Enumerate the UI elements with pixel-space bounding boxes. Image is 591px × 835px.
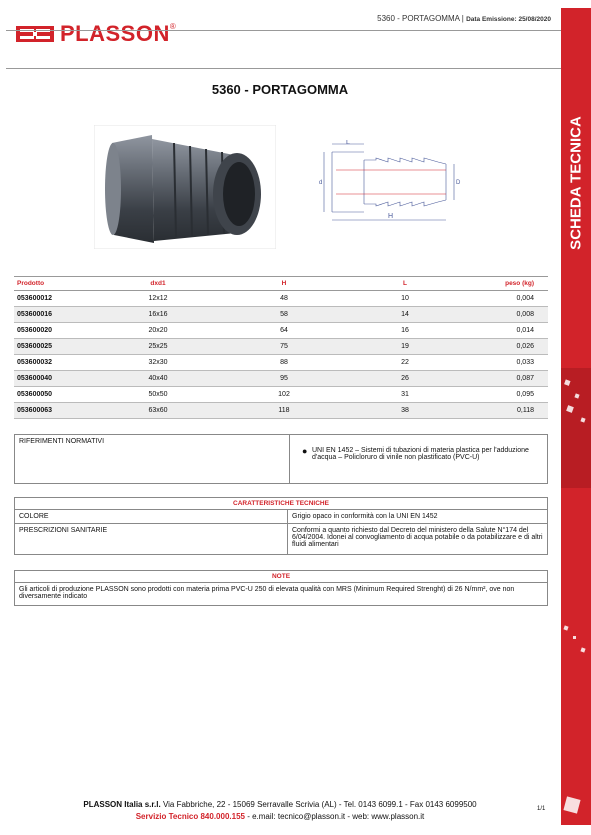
plasson-logo-icon <box>16 24 54 44</box>
cell-h: 95 <box>226 371 342 387</box>
table-row <box>14 403 548 419</box>
cell-dxd1: 16x16 <box>90 307 226 323</box>
normative-section <box>14 434 548 484</box>
normative-content <box>290 435 547 483</box>
bullet-icon: ● <box>302 446 308 456</box>
col-header-h: H <box>226 277 342 291</box>
spec-table <box>14 276 548 419</box>
cell-prodotto: 053600040 <box>14 371 90 387</box>
cell-peso: 0,118 <box>468 403 548 419</box>
cell-dxd1: 25x25 <box>90 339 226 355</box>
cell-prodotto: 053600020 <box>14 323 90 339</box>
header-bottom-rule <box>6 68 561 69</box>
technical-drawing <box>316 140 466 226</box>
footer-company: PLASSON Italia s.r.l. <box>83 800 161 809</box>
table-row <box>14 291 548 307</box>
logo-registered-mark: ® <box>169 22 176 31</box>
footer-line-1 <box>0 799 560 811</box>
header-doc-code: 5360 - PORTAGOMMA <box>377 14 460 23</box>
table-row <box>14 307 548 323</box>
prescrizioni-label: PRESCRIZIONI SANITARIE <box>15 524 288 554</box>
cell-peso: 0,014 <box>468 323 548 339</box>
cell-l: 16 <box>342 323 468 339</box>
cell-peso: 0,095 <box>468 387 548 403</box>
cell-l: 31 <box>342 387 468 403</box>
page-number: 1/1 <box>537 806 546 812</box>
drawing-label-H: H <box>388 213 394 220</box>
caratteristiche-heading: CARATTERISTICHE TECNICHE <box>15 498 547 510</box>
header-doc-info <box>377 14 551 23</box>
cell-h: 88 <box>226 355 342 371</box>
col-header-peso: peso (kg) <box>468 277 548 291</box>
cell-l: 19 <box>342 339 468 355</box>
cell-prodotto: 053600032 <box>14 355 90 371</box>
cell-h: 48 <box>226 291 342 307</box>
col-header-dxd1: dxd1 <box>90 277 226 291</box>
table-row <box>14 355 548 371</box>
table-row <box>14 323 548 339</box>
cell-prodotto: 053600012 <box>14 291 90 307</box>
cell-prodotto: 053600025 <box>14 339 90 355</box>
cell-l: 14 <box>342 307 468 323</box>
note-text: Gli articoli di produzione PLASSON sono prodotti con materia prima PVC-U 250 di elevata qualità con MRS (Minimum Required Strenght) di 26 N/mm², ove non diversamente indicato <box>19 586 515 600</box>
cell-dxd1: 63x60 <box>90 403 226 419</box>
plasson-logo <box>16 22 206 46</box>
cell-h: 102 <box>226 387 342 403</box>
footer-contact: - e.mail: tecnico@plasson.it - web: www.plasson.it <box>244 812 425 821</box>
cell-h: 118 <box>226 403 342 419</box>
cell-prodotto: 053600016 <box>14 307 90 323</box>
cell-peso: 0,026 <box>468 339 548 355</box>
header-separator: | <box>461 14 464 23</box>
table-row <box>14 387 548 403</box>
cell-dxd1: 32x30 <box>90 355 226 371</box>
colore-value: Grigio opaco in conformità con la UNI EN 1452 <box>292 513 438 520</box>
cell-peso: 0,033 <box>468 355 548 371</box>
normative-label: RIFERIMENTI NORMATIVI <box>15 435 290 483</box>
normative-bullet-text: UNI EN 1452 – Sistemi di tubazioni di materia plastica per l'adduzione d'acqua – Policloruro di vinile non plastificato (PVC-U) <box>312 447 529 461</box>
cell-dxd1: 50x50 <box>90 387 226 403</box>
footer-line-2 <box>0 811 560 823</box>
cell-h: 75 <box>226 339 342 355</box>
cell-dxd1: 40x40 <box>90 371 226 387</box>
spec-table-body <box>14 291 548 419</box>
side-banner-label: SCHEDA TECNICA <box>567 116 585 250</box>
footer-service: Servizio Tecnico 840.000.155 <box>135 812 245 821</box>
cell-dxd1: 20x20 <box>90 323 226 339</box>
caratteristiche-row-colore <box>15 510 547 524</box>
header-emission-date: Data Emissione: 25/08/2020 <box>466 16 551 23</box>
cell-h: 64 <box>226 323 342 339</box>
header-rule <box>6 30 561 31</box>
footer-address: Via Fabbriche, 22 - 15069 Serravalle Scrivia (AL) - Tel. 0143 6099.1 - Fax 0143 6099500 <box>160 800 477 809</box>
table-row <box>14 371 548 387</box>
page-title: 5360 - PORTAGOMMA <box>211 82 349 97</box>
caratteristiche-row-prescrizioni <box>15 524 547 554</box>
cell-l: 10 <box>342 291 468 307</box>
table-row <box>14 339 548 355</box>
note-heading: NOTE <box>15 571 547 583</box>
cell-peso: 0,008 <box>468 307 548 323</box>
cell-prodotto: 053600063 <box>14 403 90 419</box>
logo-text: PLASSON <box>60 21 170 46</box>
col-header-prodotto: Prodotto <box>14 277 90 291</box>
cell-dxd1: 12x12 <box>90 291 226 307</box>
note-section <box>14 570 548 606</box>
drawing-label-D: D <box>456 180 461 186</box>
cell-prodotto: 053600050 <box>14 387 90 403</box>
caratteristiche-section <box>14 497 548 555</box>
cell-h: 58 <box>226 307 342 323</box>
cell-l: 26 <box>342 371 468 387</box>
cell-peso: 0,004 <box>468 291 548 307</box>
drawing-label-d: d <box>319 180 323 186</box>
drawing-label-L: L <box>346 140 350 146</box>
prescrizioni-value: Conformi a quanto richiesto dal Decreto del ministero della Salute N°174 del 6/04/2004. Idonei al convogliamento di acqua potabile o da potabilizzare e di altri fluidi alimentari <box>292 527 543 548</box>
product-photo <box>94 125 276 249</box>
cell-peso: 0,087 <box>468 371 548 387</box>
footer <box>0 799 560 823</box>
spec-table-header <box>14 277 548 291</box>
cell-l: 38 <box>342 403 468 419</box>
col-header-l: L <box>342 277 468 291</box>
cell-l: 22 <box>342 355 468 371</box>
side-banner-label-wrap <box>561 108 591 258</box>
colore-label: COLORE <box>15 510 288 523</box>
